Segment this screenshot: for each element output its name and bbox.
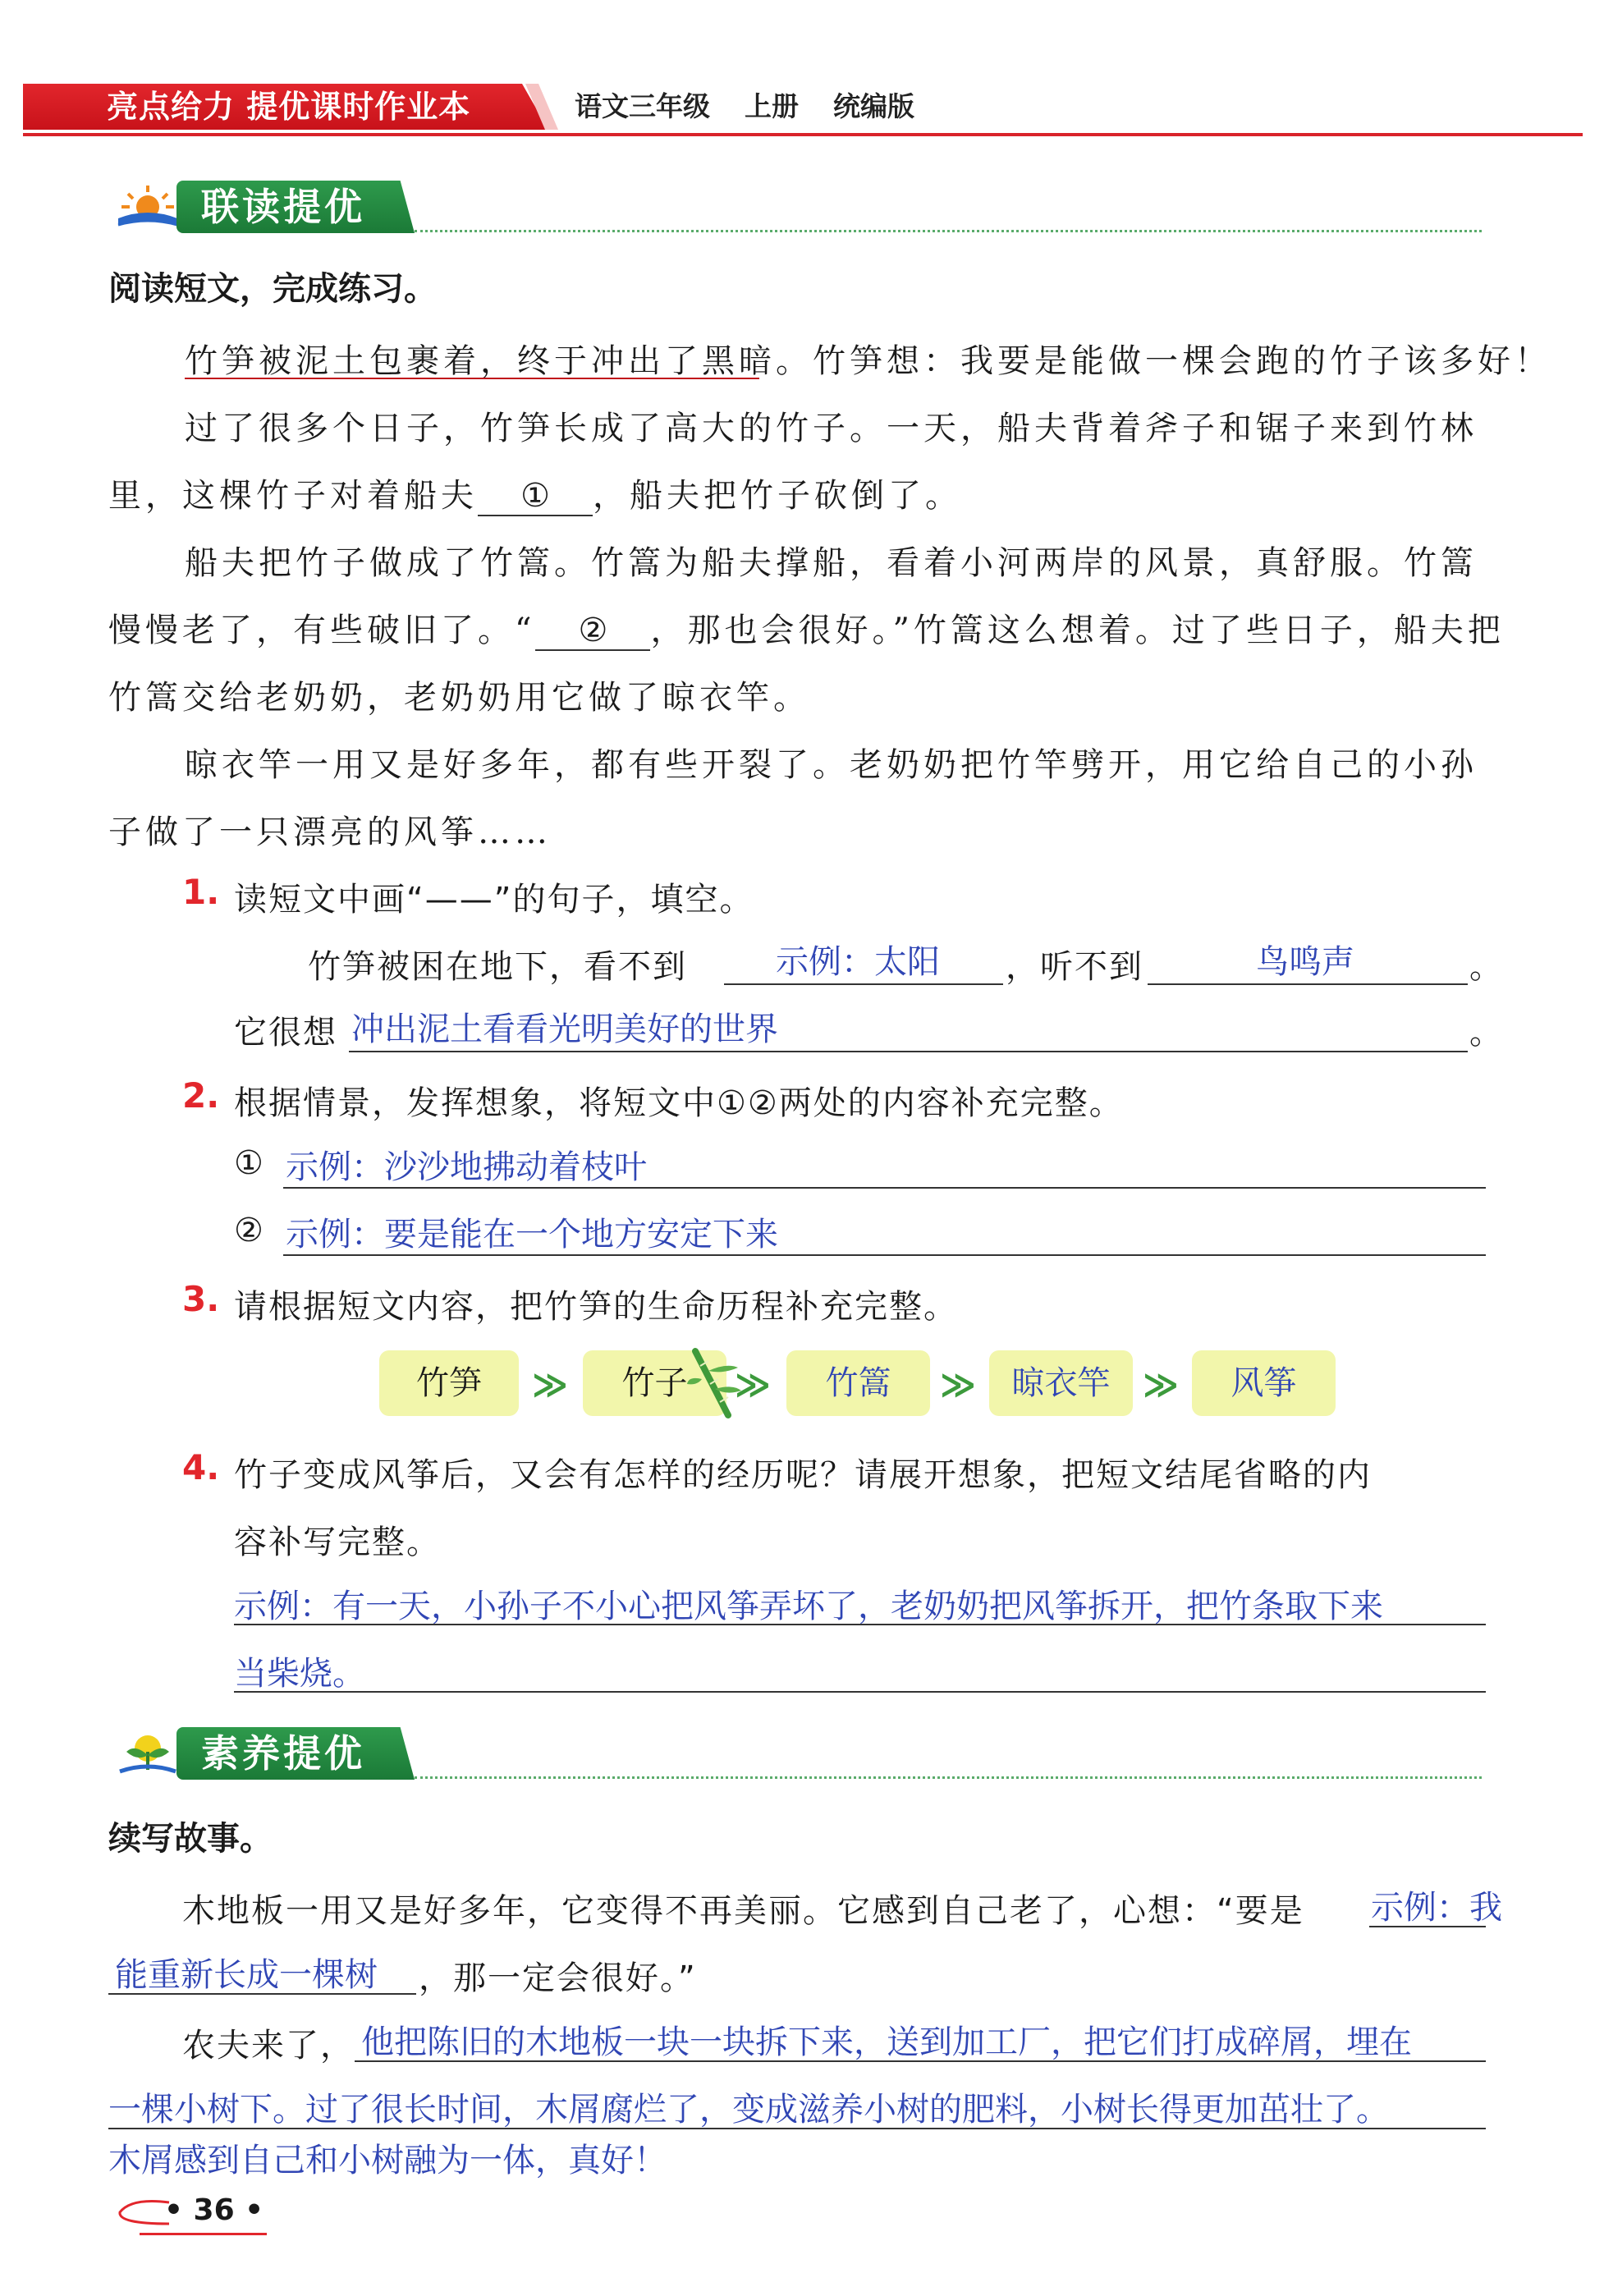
q1-answer-2: 鸟鸣声	[1256, 943, 1354, 981]
question-4-text-2: 容补写完整。	[234, 1524, 441, 1561]
sun-book-icon	[115, 182, 181, 231]
story-blank-3	[355, 2060, 1486, 2062]
passage-line-5	[108, 604, 1505, 651]
book-info	[575, 85, 949, 128]
q1-answer-1: 示例：太阳	[776, 943, 940, 981]
flow-arrow-3: ≫	[940, 1364, 976, 1405]
passage-line-8: 子做了一只漂亮的风筝……	[108, 813, 552, 851]
story-answer-1: 示例：我	[1371, 1889, 1502, 1927]
flow-arrow-1: ≫	[532, 1364, 568, 1405]
flow-step-5: 风筝	[1192, 1350, 1336, 1416]
q1-line2-end: 。	[1469, 1014, 1504, 1052]
passage-line-6: 竹篙交给老奶奶，老奶奶用它做了晾衣竿。	[108, 679, 810, 717]
question-1-text: 读短文中画“——”的句子，填空。	[234, 881, 754, 919]
dotted-divider	[415, 230, 1482, 232]
flow-step-1: 竹笋	[379, 1350, 519, 1416]
question-2-text: 根据情景，发挥想象，将短文中①②两处的内容补充完整。	[234, 1084, 1124, 1122]
passage-text: 慢慢老了，有些破旧了。“	[108, 612, 536, 649]
question-3-number: 3.	[182, 1279, 220, 1319]
question-4-number: 4.	[182, 1447, 220, 1487]
passage-text: ，那也会很好。”竹篙这么想着。过了些日子，船夫把	[650, 612, 1505, 649]
section-title-lian-du: 联读提优	[201, 185, 365, 229]
story-line-1: 木地板一用又是好多年，它变得不再美丽。它感到自己老了，心想：“要是	[182, 1892, 1304, 1930]
q2-answer-2: 示例：要是能在一个地方安定下来	[286, 1216, 778, 1253]
volume-label: 上册	[745, 90, 799, 122]
instruction-continue: 续写故事。	[108, 1820, 273, 1858]
question-4-text-1: 竹子变成风筝后，又会有怎样的经历呢？请展开想象，把短文结尾省略的内	[234, 1456, 1372, 1494]
story-answer-5: 木屑感到自己和小树融为一体，真好！	[108, 2142, 667, 2179]
q2-answer-1: 示例：沙沙地拂动着枝叶	[286, 1148, 647, 1186]
passage-line-1	[185, 335, 1551, 382]
story-answer-2: 能重新长成一棵树	[115, 1956, 378, 1994]
q1-line1-prefix: 竹笋被困在地下，看不到	[308, 948, 687, 986]
passage-text: 里，这棵竹子对着船夫	[108, 477, 478, 515]
passage-text: ，船夫把竹子砍倒了。	[593, 477, 962, 515]
page-number-rule	[140, 2233, 267, 2235]
story-answer-4: 一棵小树下。过了很长时间，木屑腐烂了，变成滋养小树的肥料，小树长得更加茁壮了。	[108, 2091, 1389, 2129]
q1-line2-prefix: 它很想	[234, 1014, 337, 1052]
section-title-su-yang: 素养提优	[201, 1731, 365, 1776]
story-blank-1	[1369, 1926, 1486, 1927]
question-1-number: 1.	[182, 872, 220, 912]
blank-1: ①	[478, 477, 593, 516]
book-title: 亮点给力 提优课时作业本	[107, 89, 471, 125]
q1-line1-mid: ，听不到	[1006, 948, 1143, 986]
q4-answer-line-2: 当柴烧。	[234, 1655, 365, 1693]
q1-blank-1	[724, 983, 1003, 985]
story-blank-4	[108, 2128, 1486, 2129]
flow-step-2: 竹子	[583, 1350, 726, 1416]
flow-arrow-4: ≫	[1143, 1364, 1179, 1405]
passage-line-7: 晾衣竿一用又是好多年，都有些开裂了。老奶奶把竹竿劈开，用它给自己的小孙	[185, 746, 1478, 784]
q2-blank-2	[283, 1254, 1486, 1256]
flow-step-4: 晾衣竿	[989, 1350, 1133, 1416]
instruction-reading: 阅读短文，完成练习。	[108, 270, 437, 308]
q4-answer-line-1: 示例：有一天，小孙子不小心把风筝弄坏了，老奶奶把风筝拆开，把竹条取下来	[234, 1588, 1383, 1625]
subject-label: 语文三年级	[575, 90, 710, 122]
passage-line-4: 船夫把竹子做成了竹篙。竹篙为船夫撑船，看着小河两岸的风景，真舒服。竹篙	[185, 544, 1478, 582]
edition-label: 统编版	[833, 90, 914, 122]
passage-line-3	[108, 470, 962, 516]
q2-marker-2: ②	[234, 1212, 265, 1249]
q1-blank-2	[1148, 983, 1468, 985]
q1-blank-3	[349, 1051, 1468, 1052]
question-3-text: 请根据短文内容，把竹笋的生命历程补充完整。	[234, 1288, 958, 1326]
story-line-2: ，那一定会很好。”	[419, 1959, 697, 1997]
q4-blank-2	[234, 1691, 1486, 1693]
story-answer-3: 他把陈旧的木地板一块一块拆下来，送到加工厂，把它们打成碎屑，埋在	[361, 2023, 1412, 2061]
story-blank-2	[108, 1993, 416, 1995]
q4-blank-1	[234, 1624, 1486, 1625]
sprout-icon	[115, 1729, 181, 1778]
q1-answer-3: 冲出泥土看看光明美好的世界	[351, 1011, 778, 1048]
story-line-3: 农夫来了，	[182, 2027, 355, 2065]
blank-2: ②	[535, 612, 650, 651]
passage-sentence-underlined: 竹笋被泥土包裹着，终于冲出了黑暗。竹笋想：我要是能做一棵会跑的竹子该多好！	[185, 342, 1551, 380]
page-number: • 36 •	[164, 2193, 264, 2227]
passage-line-2: 过了很多个日子，竹笋长成了高大的竹子。一天，船夫背着斧子和锯子来到竹林	[185, 410, 1478, 447]
red-underline	[185, 378, 759, 379]
q2-marker-1: ①	[234, 1144, 265, 1182]
flow-step-3: 竹篙	[786, 1350, 930, 1416]
flow-arrow-2: ≫	[735, 1364, 771, 1405]
dotted-divider	[415, 1776, 1482, 1779]
question-2-number: 2.	[182, 1075, 220, 1116]
q2-blank-1	[283, 1187, 1486, 1189]
header-rule	[23, 133, 1583, 136]
q1-line1-end: 。	[1469, 948, 1504, 986]
